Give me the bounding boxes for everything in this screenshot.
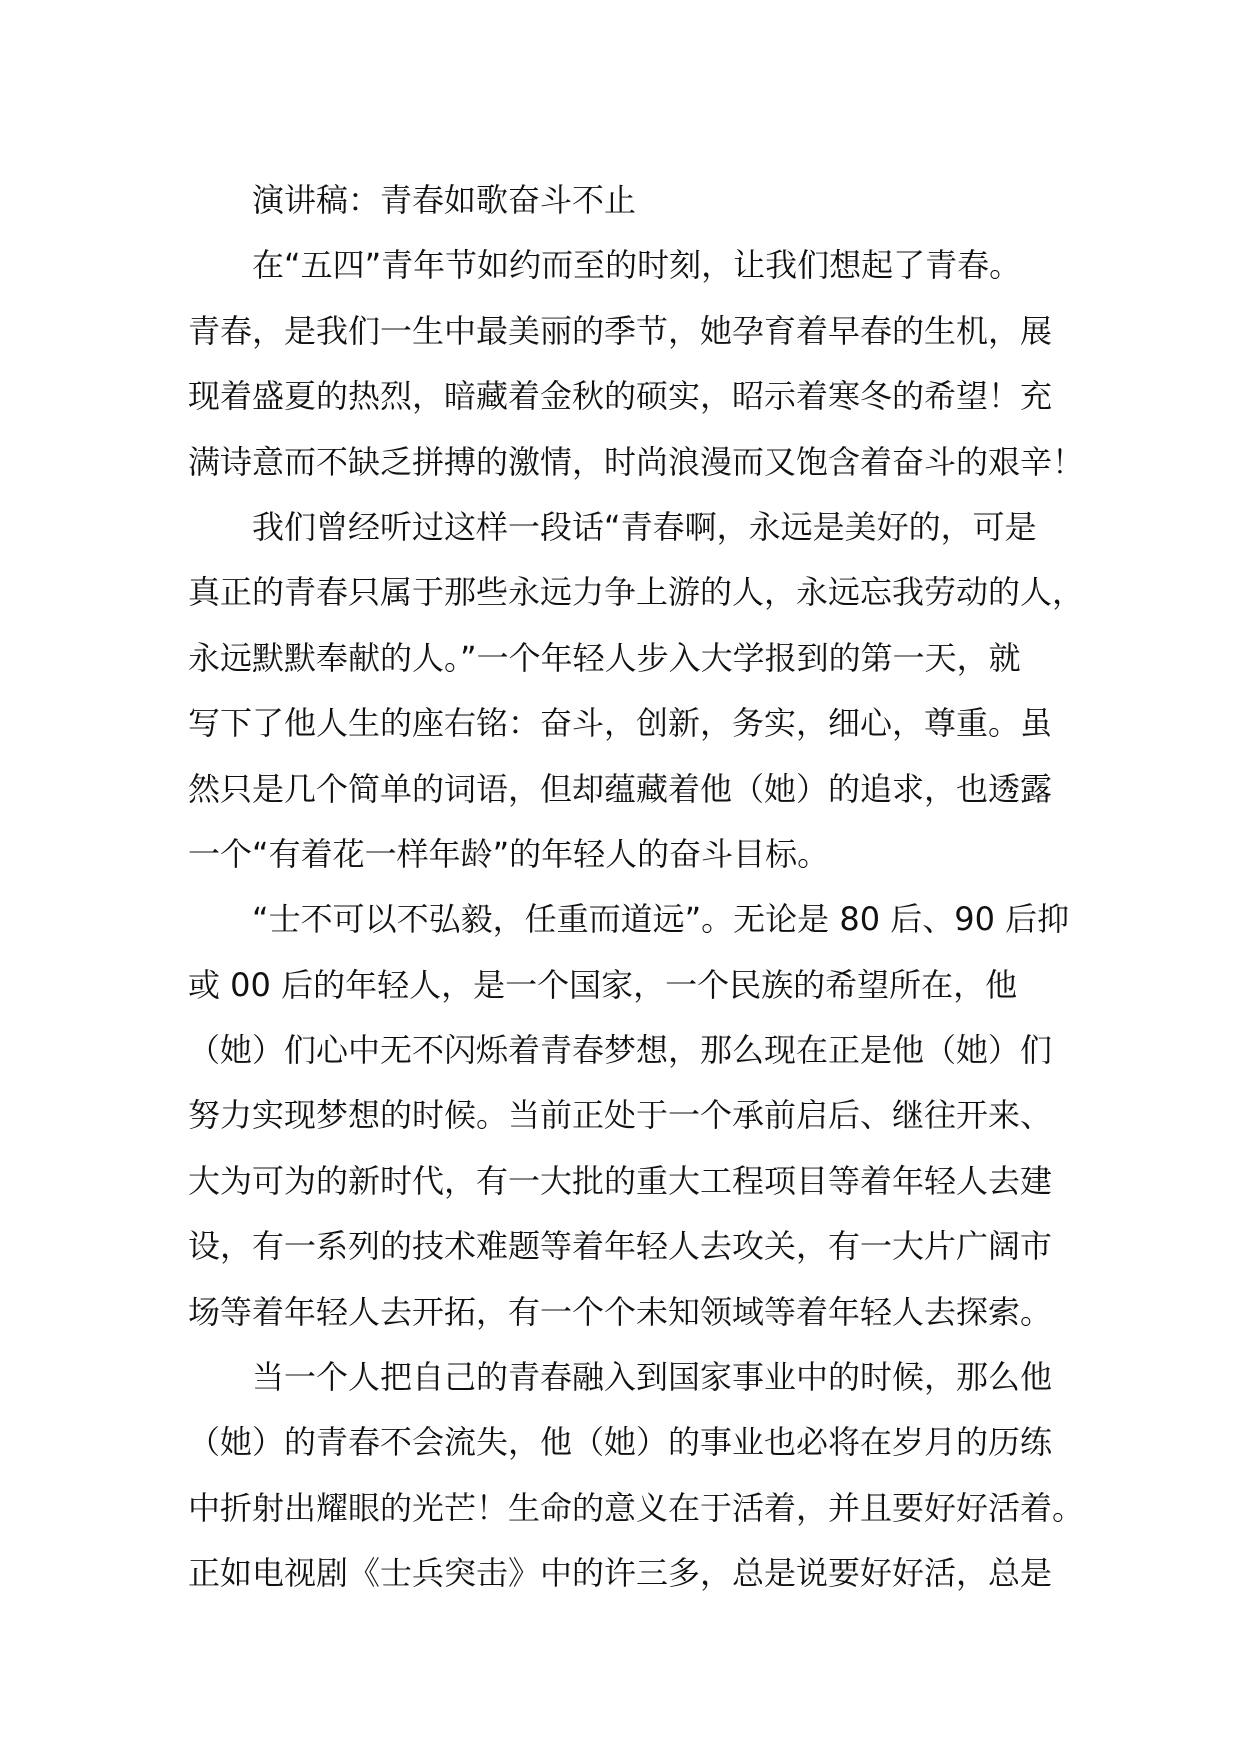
text-line: （她）们心中无不闪烁着青春梦想，那么现在正是他（她）们 [188, 1031, 1053, 1070]
text-line: 在“五四”青年节如约而至的时刻，让我们想起了青春。 [252, 246, 1022, 285]
text-line: “士不可以不弘毅，任重而道远”。无论是 80 后、90 后抑 [252, 900, 1070, 939]
text-line: 然只是几个简单的词语，但却蕴藏着他（她）的追求，也透露 [188, 769, 1053, 808]
text-line: 大为可为的新时代，有一大批的重大工程项目等着年轻人去建 [188, 1161, 1053, 1200]
text-line: 努力实现梦想的时候。当前正处于一个承前启后、继往开来、 [188, 1096, 1053, 1135]
text-line: 当一个人把自己的青春融入到国家事业中的时候，那么他 [252, 1358, 1053, 1397]
document-title: 演讲稿：青春如歌奋斗不止 [252, 181, 637, 219]
text-line: （她）的青春不会流失，他（她）的事业也必将在岁月的历练 [188, 1423, 1053, 1462]
text-line: 我们曾经听过这样一段话“青春啊，永远是美好的，可是 [252, 507, 1037, 546]
text-line: 一个“有着花一样年龄”的年轻人的奋斗目标。 [188, 834, 830, 873]
text-line: 写下了他人生的座右铭：奋斗，创新，务实，细心，尊重。虽 [188, 704, 1053, 743]
text-line: 正如电视剧《士兵突击》中的许三多，总是说要好好活，总是 [188, 1554, 1053, 1593]
text-line: 满诗意而不缺乏拼搏的激情，时尚浪漫而又饱含着奋斗的艰辛！ [188, 442, 1085, 481]
text-line: 设，有一系列的技术难题等着年轻人去攻关，有一大片广阔市 [188, 1227, 1053, 1266]
text-line: 现着盛夏的热烈，暗藏着金秋的硕实，昭示着寒冬的希望！充 [188, 377, 1053, 416]
document-body [188, 168, 1085, 1607]
text-line: 永远默默奉献的人。”一个年轻人步入大学报到的第一天，就 [188, 638, 1021, 677]
text-line: 中折射出耀眼的光芒！生命的意义在于活着，并且要好好活着。 [188, 1488, 1085, 1527]
text-line: 真正的青春只属于那些永远力争上游的人，永远忘我劳动的人， [188, 573, 1085, 612]
text-line: 青春，是我们一生中最美丽的季节，她孕育着早春的生机，展 [188, 311, 1053, 350]
text-line: 或 00 后的年轻人，是一个国家，一个民族的希望所在，他 [188, 965, 1018, 1004]
text-line: 场等着年轻人去开拓，有一个个未知领域等着年轻人去探索。 [188, 1292, 1053, 1331]
